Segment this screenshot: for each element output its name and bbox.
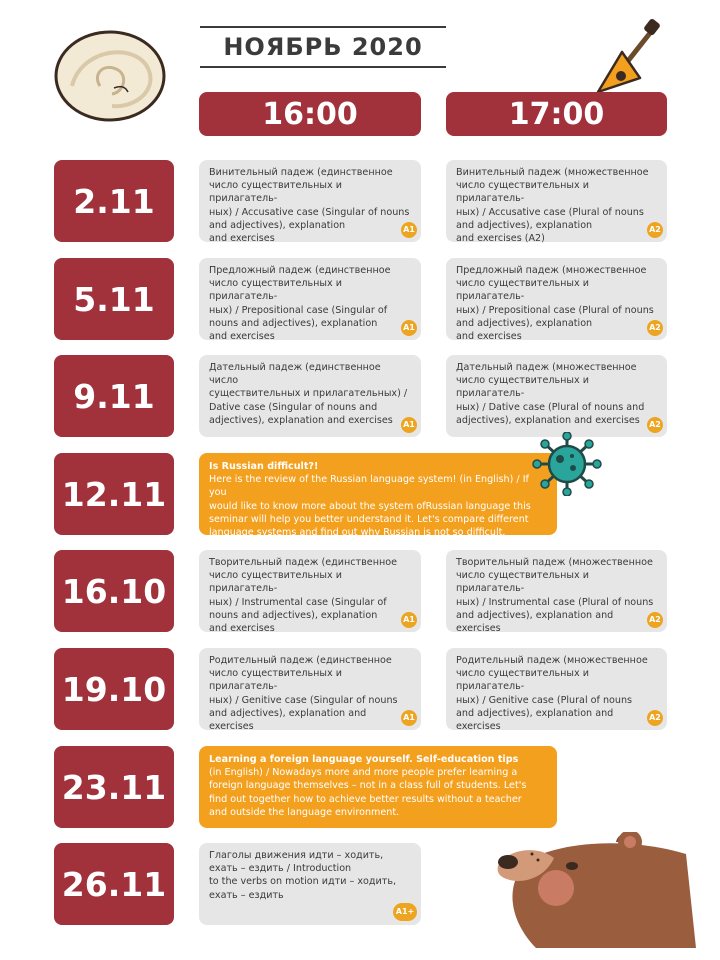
seminar-card <box>199 746 557 828</box>
virus-icon <box>527 432 607 496</box>
level-badge: A1 <box>401 417 417 433</box>
time-header-1600: 16:00 <box>199 92 421 136</box>
level-badge: A2 <box>647 222 663 238</box>
level-badge: A2 <box>647 612 663 628</box>
seminar-description: Here is the review of the Russian language system! (in English) / If you would like to know more about the system ofRussian language this seminar will help you better understand it. Let's compare different language systems and find out why Russian is not so difficult. <box>209 474 531 539</box>
date-9-11: 9.11 <box>54 355 174 437</box>
lesson-card-1600 <box>199 258 421 343</box>
page-title: НОЯБРЬ 2020 <box>200 26 446 68</box>
level-badge: A1+ <box>393 903 417 921</box>
level-badge: A2 <box>647 320 663 336</box>
bear-icon <box>496 832 696 948</box>
lesson-description: Дательный падеж (множественное число существительных и прилагатель- ных) / Dative case (Plural of nouns and adjectives), explanation and exercises <box>456 362 645 426</box>
date-5-11: 5.11 <box>54 258 174 340</box>
lesson-card-1700 <box>446 160 667 245</box>
time-header-1700: 17:00 <box>446 92 667 136</box>
lesson-card-1700 <box>446 258 667 343</box>
lesson-description: Предложный падеж (множественное число существительных и прилагатель- ных) / Prepositional case (Plural of nouns and adjectives), explanation and exercises <box>456 265 654 343</box>
date-16-10: 16.10 <box>54 550 174 632</box>
lesson-card-1600 <box>199 843 421 925</box>
seminar-description: (in English) / Nowadays more and more people prefer learning a foreign language themselves – not in a class full of students. Let's find out together how to achieve better results without a teacher and outside the language environment. <box>209 767 527 818</box>
date-23-11: 23.11 <box>54 746 174 828</box>
date-2-11: 2.11 <box>54 160 174 242</box>
lesson-card-1700 <box>446 550 667 635</box>
balalaika-icon <box>594 18 666 96</box>
level-badge: A1 <box>401 612 417 628</box>
lesson-card-1600 <box>199 355 421 437</box>
lesson-card-1600 <box>199 160 421 245</box>
level-badge: A1 <box>401 320 417 336</box>
date-19-10: 19.10 <box>54 648 174 730</box>
lesson-description: Творительный падеж (единственное число существительных и прилагатель- ных) / Instrumental case (Singular of nouns and adjectives), explanation and exercises <box>209 557 398 635</box>
seminar-title: Learning a foreign language yourself. Self-education tips <box>209 754 519 765</box>
dumpling-icon <box>52 26 170 124</box>
lesson-description: Родительный падеж (множественное число существительных и прилагатель- ных) / Genitive case (Plural of nouns and adjectives), explanation and exercises <box>456 655 648 733</box>
lesson-description: Винительный падеж (единственное число существительных и прилагатель- ных) / Accusative case (Singular of nouns and adjectives), explanation and exercises <box>209 167 410 245</box>
level-badge: A1 <box>401 222 417 238</box>
date-12-11: 12.11 <box>54 453 174 535</box>
lesson-description: Родительный падеж (единственное число существительных и прилагатель- ных) / Genitive case (Singular of nouns and adjectives), explanation and exercises <box>209 655 398 733</box>
lesson-description: Предложный падеж (единственное число существительных и прилагатель- ных) / Prepositional case (Singular of nouns and adjectives), explanation and exercises <box>209 265 391 343</box>
lesson-description: Винительный падеж (множественное число существительных и прилагатель- ных) / Accusative case (Plural of nouns and adjectives), explanation and exercises (A2) <box>456 167 649 245</box>
lesson-card-1700 <box>446 355 667 437</box>
level-badge: A2 <box>647 417 663 433</box>
level-badge: A1 <box>401 710 417 726</box>
seminar-card <box>199 453 557 539</box>
level-badge: A2 <box>647 710 663 726</box>
lesson-description: Творительный падеж (множественное число существительных и прилагатель- ных) / Instrumental case (Plural of nouns and adjectives), explanation and exercises <box>456 557 654 635</box>
lesson-description: Глаголы движения идти – ходить, ехать – ездить / Introduction to the verbs on motion идти – ходить, ехать – ездить <box>209 850 397 901</box>
lesson-card-1600 <box>199 648 421 733</box>
lesson-description: Дательный падеж (единственное число существительных и прилагательных) / Dative case (Singular of nouns and adjectives), explanation and exercises <box>209 362 408 426</box>
seminar-title: Is Russian difficult?! <box>209 461 319 472</box>
date-26-11: 26.11 <box>54 843 174 925</box>
lesson-card-1600 <box>199 550 421 635</box>
lesson-card-1700 <box>446 648 667 733</box>
